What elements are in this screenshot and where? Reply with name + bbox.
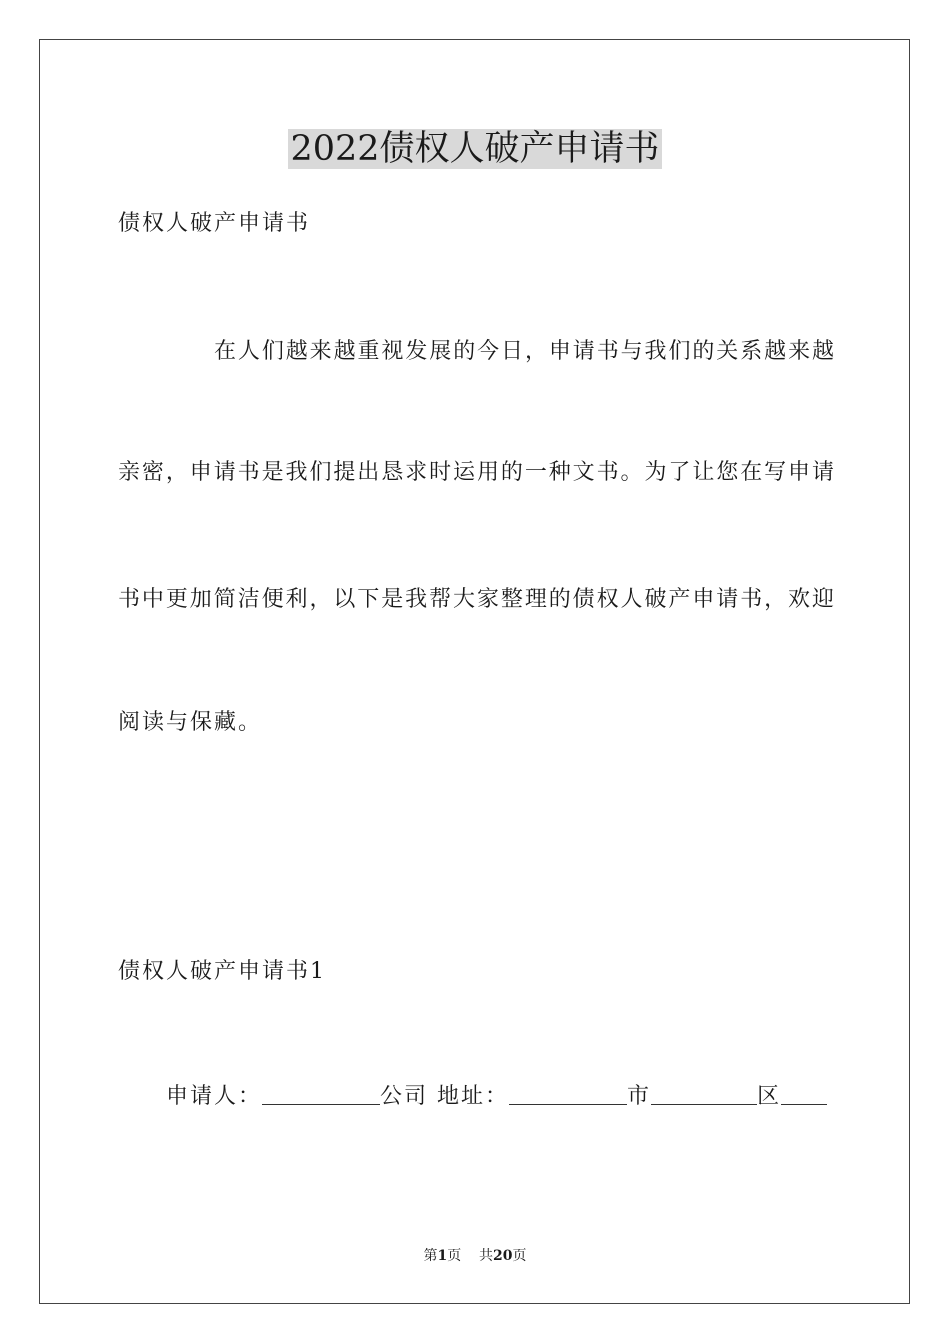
document-title (0, 128, 950, 170)
intro-line-3: 书中更加简洁便利，以下是我帮大家整理的债权人破产申请书，欢迎 (118, 587, 834, 612)
applicant-label: 申请人： (166, 1084, 263, 1109)
intro-line-1: 在人们越来越重视发展的今日，申请书与我们的关系越来越 (214, 339, 834, 364)
intro-line-2: 亲密，申请书是我们提出恳求时运用的一种文书。为了让您在写申请 (118, 460, 834, 485)
applicant-line (166, 1082, 827, 1111)
page-prefix: 第 (423, 1248, 438, 1264)
total-suffix: 页 (512, 1248, 527, 1264)
company-suffix: 公司 (380, 1084, 429, 1109)
intro-line-4: 阅读与保藏。 (118, 710, 263, 735)
city-suffix: 市 (627, 1084, 652, 1109)
document-title-text: 2022债权人破产申请书 (290, 129, 660, 169)
total-prefix: 共 (479, 1248, 494, 1264)
page-suffix: 页 (447, 1248, 462, 1264)
address-blank[interactable] (509, 1082, 627, 1105)
city-blank[interactable] (651, 1082, 757, 1105)
document-subtitle: 债权人破产申请书 (118, 211, 311, 236)
district-blank[interactable] (781, 1082, 827, 1105)
district-suffix: 区 (757, 1084, 782, 1109)
section-heading: 债权人破产申请书1 (118, 959, 326, 984)
address-label: 地址： (437, 1084, 510, 1109)
page-number: 1 (437, 1248, 448, 1264)
page-footer (0, 1247, 950, 1265)
total-pages: 20 (493, 1248, 513, 1264)
company-name-blank[interactable] (262, 1082, 380, 1105)
